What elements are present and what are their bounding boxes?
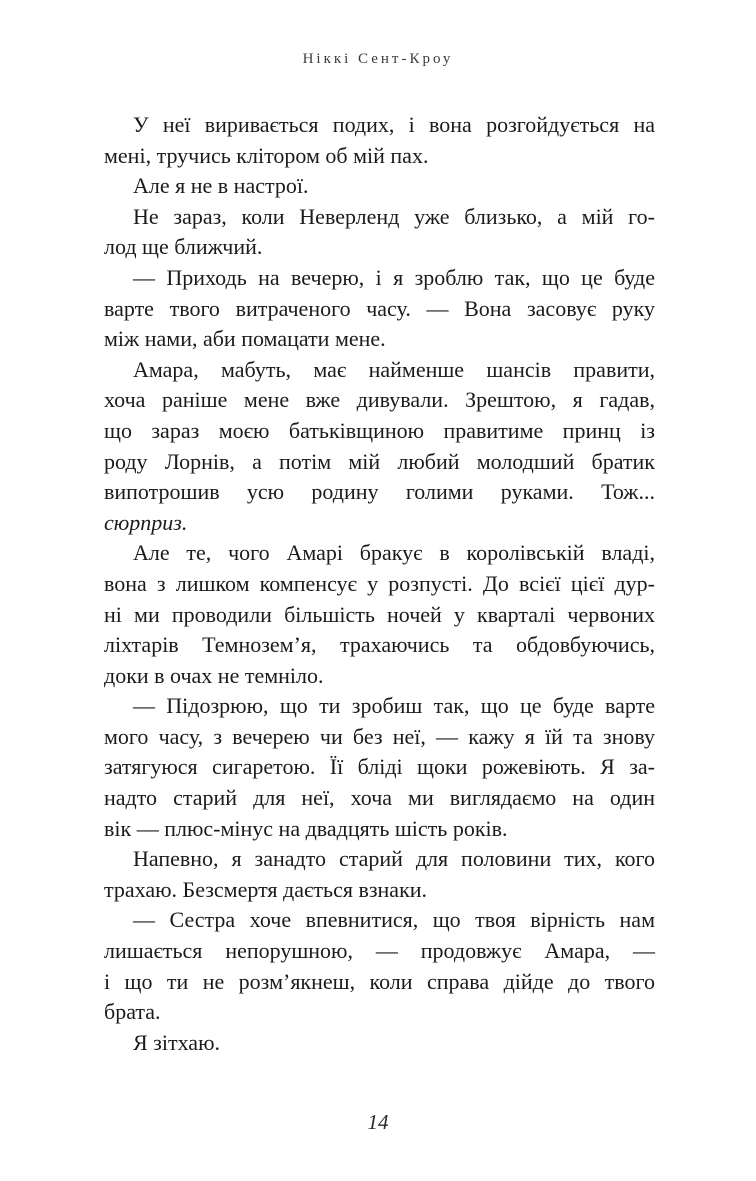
paragraph bbox=[104, 263, 655, 355]
text-line: мені, тручись клітором об мій пах. bbox=[104, 142, 429, 168]
text-line: і що ти не розм’якнеш, коли справа дійде до твого bbox=[104, 968, 655, 994]
page-number: 14 bbox=[367, 1110, 389, 1134]
text-line: Амара, мабуть, має найменше шансів правити, bbox=[133, 356, 655, 382]
text-line: сюрприз. bbox=[104, 509, 188, 535]
text-line: хоча раніше мене вже дивували. Зрештою, я гадав, bbox=[104, 387, 655, 413]
paragraph bbox=[104, 691, 655, 844]
text-line: Але те, чого Амарі бракує в королівській владі, bbox=[133, 540, 655, 566]
text-line: — Підозрюю, що ти зробиш так, що це буде варте bbox=[133, 693, 655, 719]
body-text bbox=[104, 110, 655, 1058]
paragraph bbox=[104, 1028, 655, 1059]
paragraph bbox=[104, 844, 655, 905]
text-line: лишається непорушною, — продовжує Амара, — bbox=[104, 938, 655, 964]
text-line: випотрошив усю родину голими руками. Тож... bbox=[104, 479, 655, 505]
paragraph bbox=[104, 905, 655, 1027]
text-line: що зараз моєю батьківщиною правитиме принц із bbox=[104, 417, 655, 443]
text-line: мого часу, з вечерею чи без неї, — кажу я їй та знову bbox=[104, 723, 655, 749]
text-line: Напевно, я занадто старий для половини тих, кого bbox=[133, 846, 655, 872]
paragraph bbox=[104, 538, 655, 691]
text-line: між нами, аби помацати мене. bbox=[104, 326, 386, 352]
text-line: затягуюся сигаретою. Її бліді щоки рожевіють. Я за- bbox=[104, 754, 655, 780]
text-line: роду Лорнів, а потім мій любий молодший братик bbox=[104, 448, 655, 474]
text-line: — Приходь на вечерю, і я зроблю так, що це буде bbox=[133, 264, 655, 290]
text-line: доки в очах не темніло. bbox=[104, 662, 324, 688]
text-line: — Сестра хоче впевнитися, що твоя вірність нам bbox=[133, 907, 655, 933]
text-line: Не зараз, коли Неверленд уже близько, а мій го- bbox=[133, 203, 655, 229]
text-line: варте твого витраченого часу. — Вона засовує руку bbox=[104, 295, 655, 321]
text-line: лод ще ближчий. bbox=[104, 234, 263, 260]
text-line: вік — плюс-мінус на двадцять шість років. bbox=[104, 815, 508, 841]
text-line: ні ми проводили більшість ночей у кварталі червоних bbox=[104, 601, 655, 627]
text-line: надто старий для неї, хоча ми виглядаємо на один bbox=[104, 785, 655, 811]
text-line: вона з лишком компенсує у розпусті. До всієї цієї дур- bbox=[104, 570, 655, 596]
text-line: брата. bbox=[104, 999, 161, 1025]
paragraph bbox=[104, 202, 655, 263]
text-line: Я зітхаю. bbox=[133, 1029, 221, 1055]
text-line: трахаю. Безсмертя дається взнаки. bbox=[104, 876, 428, 902]
paragraph bbox=[104, 171, 655, 202]
text-line: ліхтарів Темнозем’я, трахаючись та обдовбуючись, bbox=[104, 632, 655, 658]
paragraph bbox=[104, 110, 655, 171]
running-header: Ніккі Сент-Кроу bbox=[302, 51, 454, 67]
text-line: Але я не в настрої. bbox=[133, 173, 309, 199]
paragraph bbox=[104, 355, 655, 539]
text-line: У неї виривається подих, і вона розгойдується на bbox=[133, 112, 655, 137]
